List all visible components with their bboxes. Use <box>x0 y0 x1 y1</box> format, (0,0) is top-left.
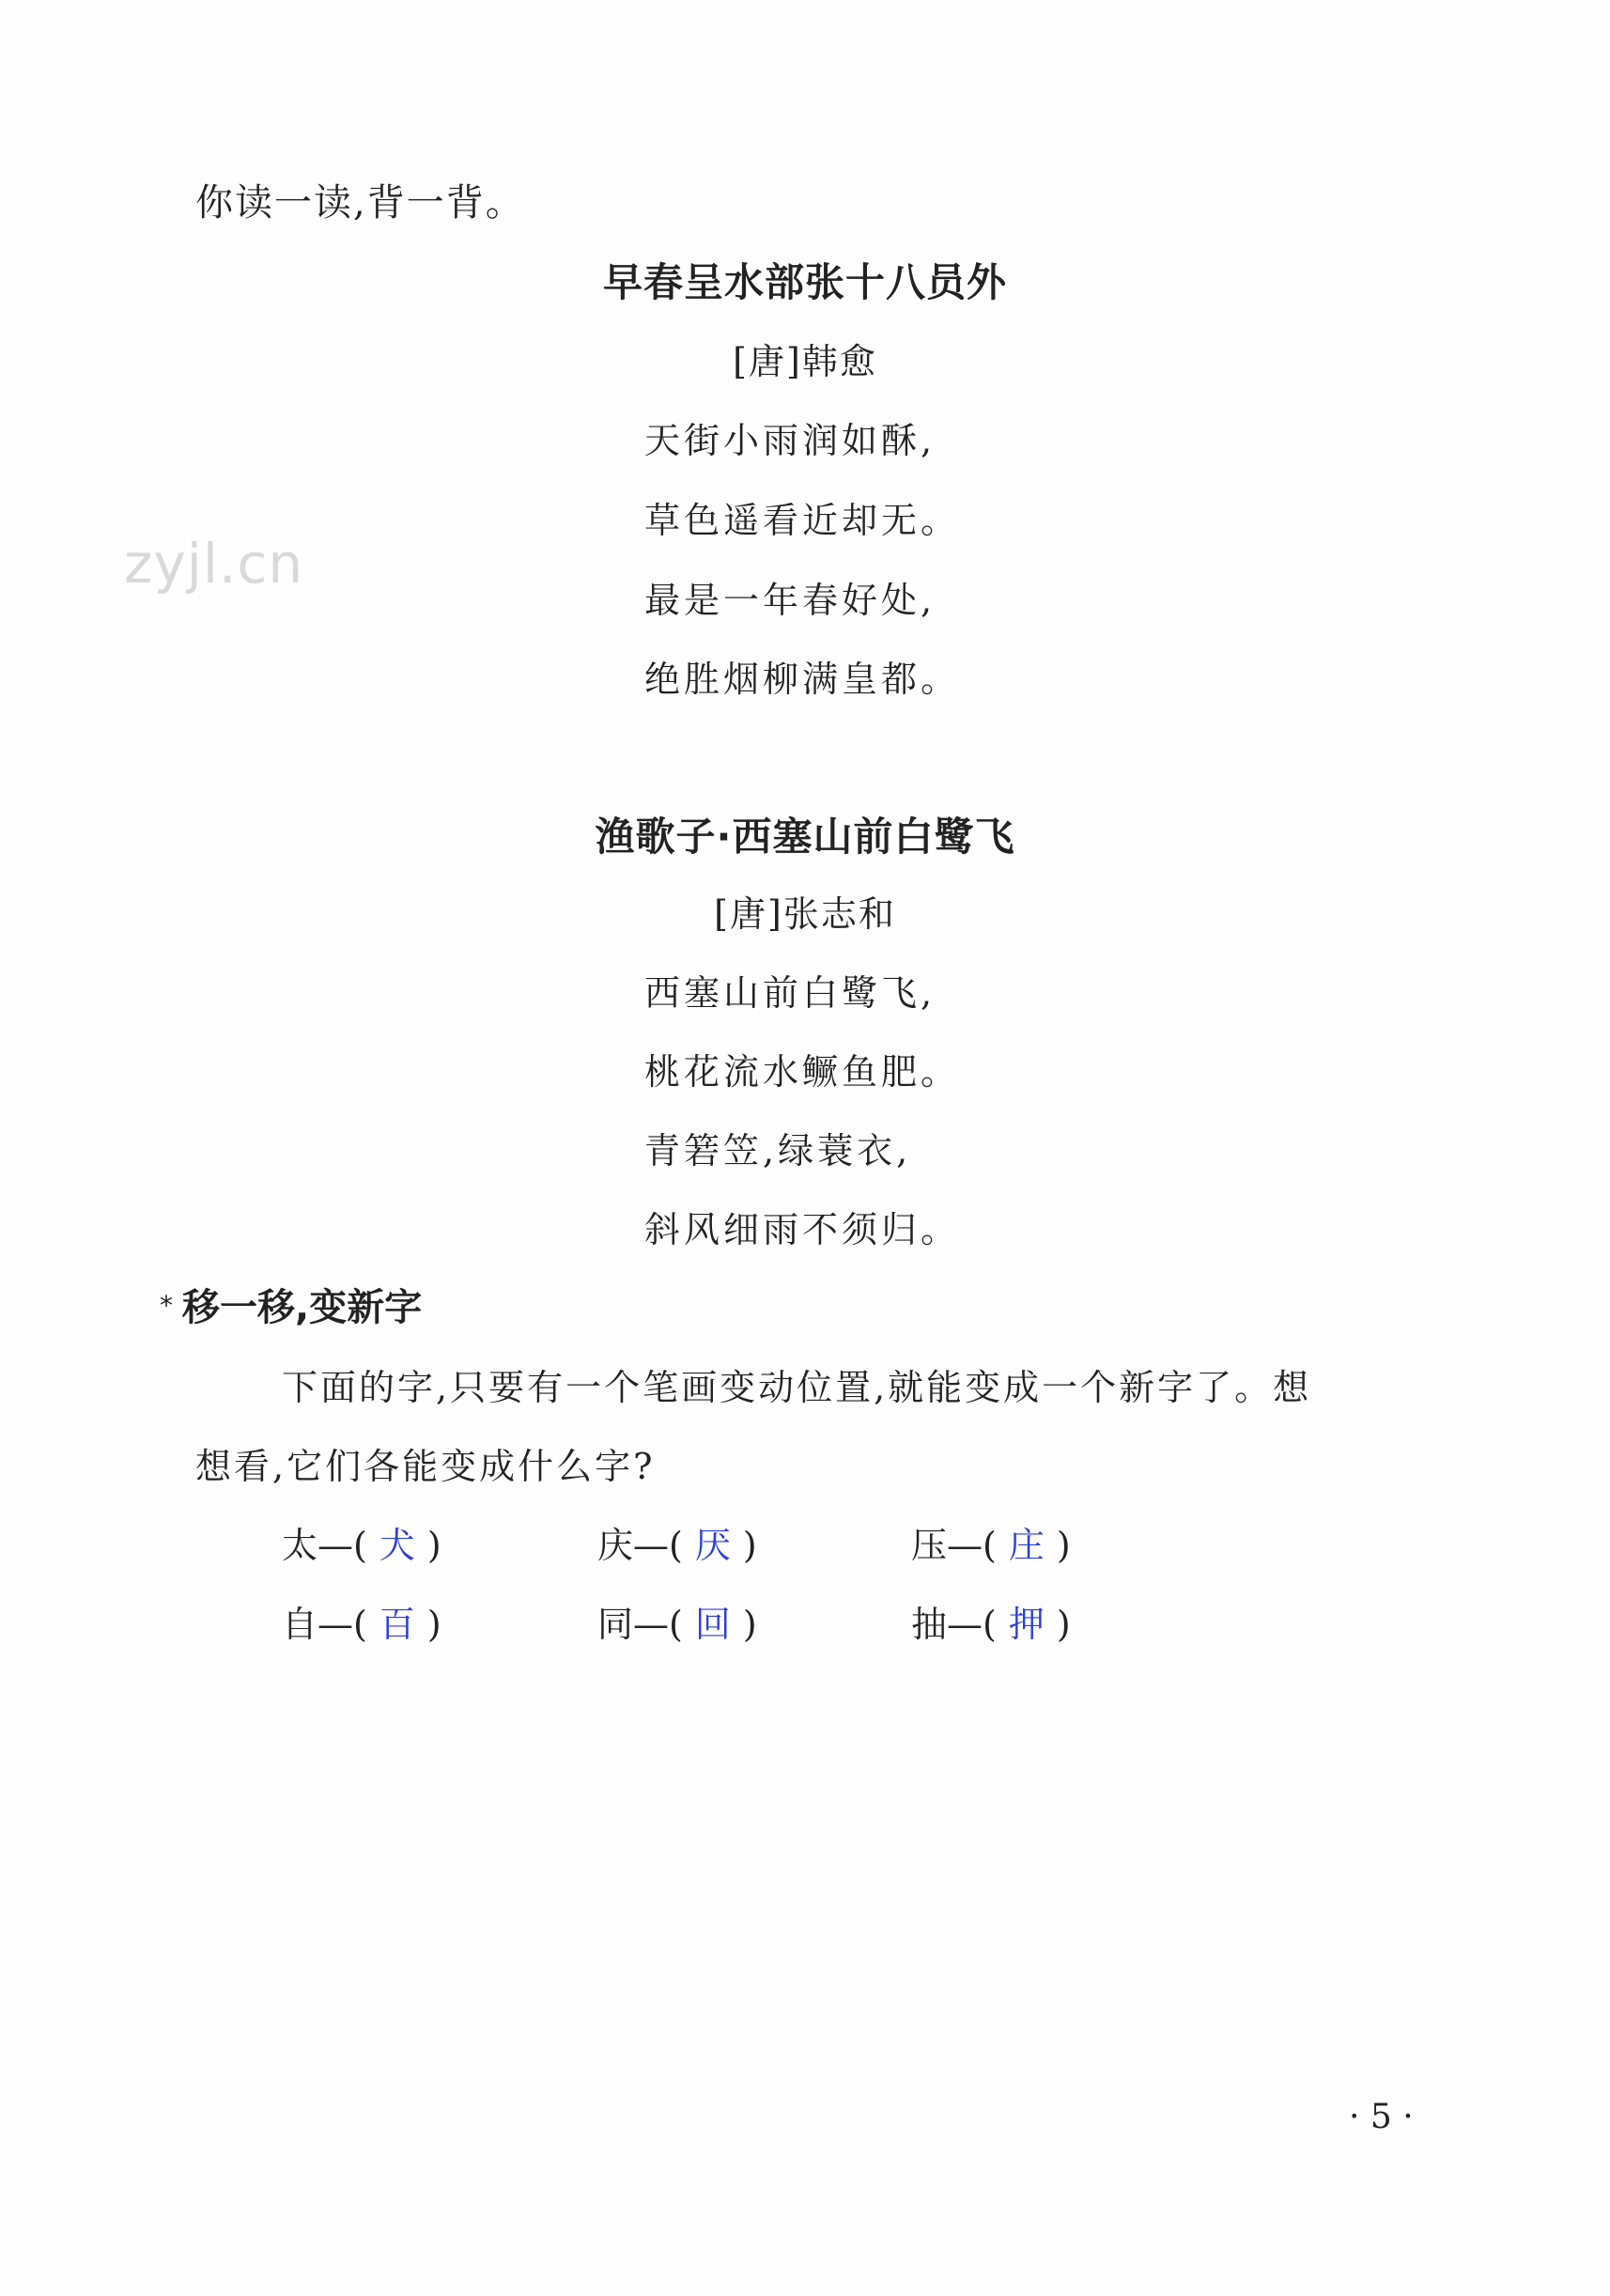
answer-char: 百 <box>379 1604 415 1645</box>
dash-paren: —( <box>947 1525 997 1566</box>
source-char: 庆 <box>597 1525 634 1566</box>
page-number: · 5 · <box>1349 2098 1414 2136</box>
close-paren: ) <box>426 1604 441 1645</box>
poem-line: 斜风细雨不须归。 <box>644 1209 961 1250</box>
exercise-item <box>597 1525 757 1566</box>
poem-line: 绝胜烟柳满皇都。 <box>644 659 961 700</box>
close-paren: ) <box>742 1604 757 1645</box>
exercise-item <box>597 1604 757 1645</box>
poem-line: 西塞山前白鹭飞, <box>644 972 937 1014</box>
exercise-item <box>282 1604 441 1645</box>
poem-line: 草色遥看近却无。 <box>644 500 961 541</box>
dash-paren: —( <box>633 1525 683 1566</box>
intro-text: 你读一读,背一背。 <box>195 181 525 225</box>
poem-line: 最是一年春好处, <box>644 580 937 621</box>
poem-title: 早春呈水部张十八员外 <box>602 259 1007 305</box>
answer-char: 庄 <box>1008 1525 1045 1566</box>
poem-line: 天街小雨润如酥, <box>644 420 937 461</box>
watermark: zyjl.cn <box>124 532 304 596</box>
source-char: 太 <box>282 1525 318 1566</box>
exercise-item <box>282 1525 441 1566</box>
source-char: 同 <box>597 1604 634 1645</box>
source-char: 自 <box>282 1604 318 1645</box>
answer-char: 厌 <box>694 1525 731 1566</box>
poem-author: [唐]韩愈 <box>733 341 877 382</box>
close-paren: ) <box>1056 1525 1071 1566</box>
dash-paren: —( <box>317 1525 367 1566</box>
exercise-item <box>911 1604 1071 1645</box>
source-char: 抽 <box>911 1604 948 1645</box>
answer-char: 押 <box>1008 1604 1045 1645</box>
answer-char: 犬 <box>379 1525 415 1566</box>
dash-paren: —( <box>633 1604 683 1645</box>
instruction-text: 下面的字,只要有一个笔画变动位置,就能变成一个新字了。想 <box>282 1367 1312 1408</box>
section-heading-text: 移一移,变新字 <box>182 1286 423 1329</box>
poem-author: [唐]张志和 <box>714 893 896 935</box>
poem-title: 渔歌子·西塞山前白鹭飞 <box>595 814 1015 860</box>
poem-line: 青箬笠,绿蓑衣, <box>644 1130 912 1171</box>
dash-paren: —( <box>317 1604 367 1645</box>
asterisk-marker: * <box>160 1290 173 1321</box>
close-paren: ) <box>1056 1604 1071 1645</box>
close-paren: ) <box>742 1525 757 1566</box>
answer-char: 回 <box>694 1604 731 1645</box>
exercise-item <box>911 1525 1071 1566</box>
section-heading <box>160 1286 423 1329</box>
instruction-text: 想看,它们各能变成什么字? <box>195 1446 656 1487</box>
close-paren: ) <box>426 1525 441 1566</box>
poem-line: 桃花流水鳜鱼肥。 <box>644 1051 961 1093</box>
source-char: 压 <box>911 1525 948 1566</box>
dash-paren: —( <box>947 1604 997 1645</box>
